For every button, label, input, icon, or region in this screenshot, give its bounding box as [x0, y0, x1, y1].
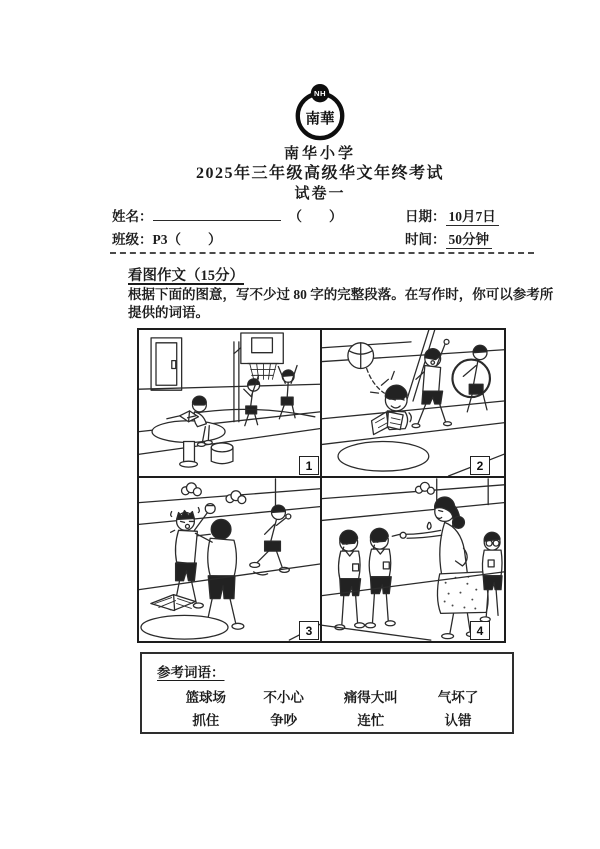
- name-row: [112, 205, 343, 225]
- comic-panel-1: [139, 330, 322, 478]
- comic-panel-3: [139, 478, 322, 641]
- school-name: 南华小学: [283, 146, 356, 162]
- word-item: 痛得大叫: [343, 690, 398, 705]
- name-label: 姓名：: [112, 209, 153, 224]
- time-label: 时间：: [405, 232, 446, 247]
- date-label: 日期：: [405, 209, 446, 224]
- word-item: 气坏了: [437, 690, 479, 705]
- section-heading: 看图作文（15分）: [128, 268, 244, 284]
- class-row: [112, 228, 222, 248]
- paper-title: 试卷一: [294, 186, 346, 202]
- logo-initials: NH: [313, 89, 327, 99]
- word-grid: [166, 686, 496, 729]
- panel-number-badge: 3: [299, 621, 319, 640]
- section-instructions: 根据下面的图意，写不少过 80 字的完整段落。在写作时，你可以参考所提供的词语。: [128, 287, 554, 320]
- class-value: P3（ ）: [152, 232, 222, 247]
- word-box-title: 参考词语：: [157, 665, 225, 680]
- school-logo: [291, 82, 349, 142]
- dashed-divider: [110, 252, 534, 254]
- scene-teacher-scolding: [322, 478, 504, 641]
- logo-characters: 南華: [305, 111, 335, 128]
- reference-words-box: [140, 652, 514, 734]
- comic-strip: [137, 328, 506, 643]
- exam-title: 2025年三年级高级华文年终考试: [195, 165, 444, 182]
- time-row: [405, 228, 492, 248]
- panel-number-badge: 4: [470, 621, 490, 640]
- comic-panel-2: [322, 330, 504, 478]
- name-blank-line: [153, 208, 281, 221]
- time-value: 50分钟: [446, 232, 493, 249]
- word-item: 连忙: [357, 713, 385, 728]
- word-item: 篮球场: [185, 690, 227, 705]
- scene-basketball-court-reading-boy: [139, 330, 320, 476]
- date-row: [405, 205, 499, 225]
- panel-number-badge: 1: [299, 456, 319, 475]
- word-item: 认错: [444, 713, 472, 728]
- name-brackets: （ ）: [288, 209, 343, 224]
- comic-panel-4: [322, 478, 504, 641]
- word-item: 争吵: [270, 713, 298, 728]
- scene-ball-hits-boy: [322, 330, 504, 476]
- scene-boys-quarrel: [139, 478, 320, 641]
- class-label: 班级：: [112, 232, 153, 247]
- panel-number-badge: 2: [470, 456, 490, 475]
- word-item: 抓住: [192, 713, 220, 728]
- date-value: 10月7日: [446, 209, 499, 226]
- word-item: 不小心: [263, 690, 304, 705]
